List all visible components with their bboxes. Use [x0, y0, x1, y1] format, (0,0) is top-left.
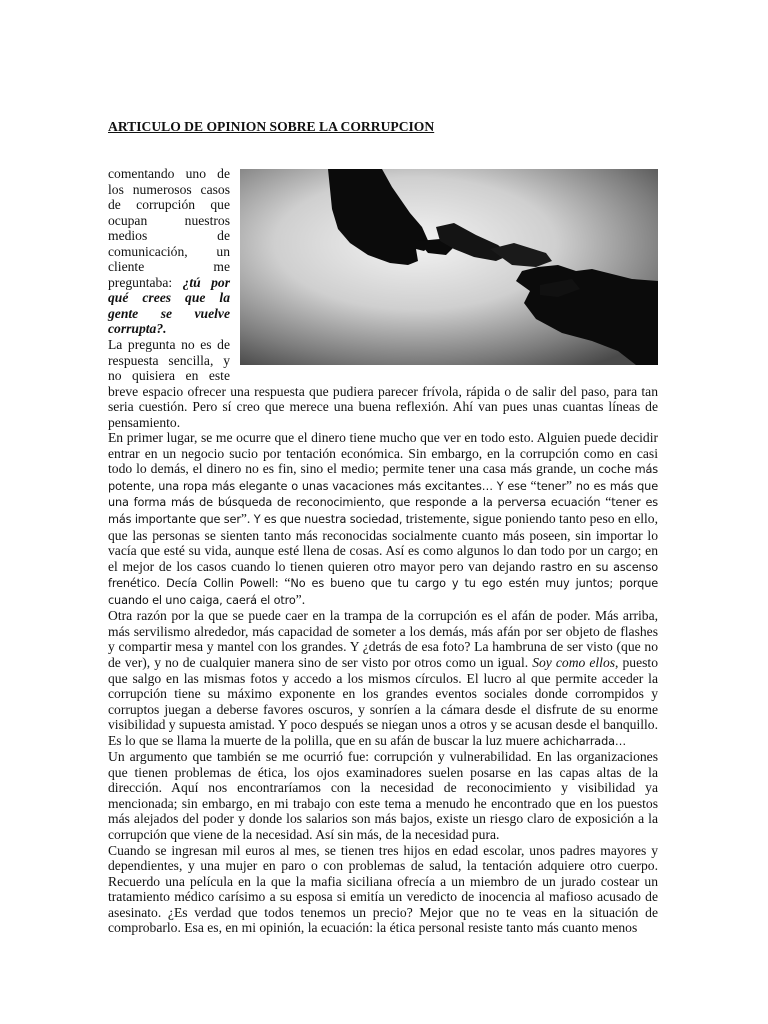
paragraph-4: Otra razón por la que se puede caer en la trampa de la corrupción es el afán de poder. Más arriba, más servilismo alrededor, más capacidad de someter a los demás, más afán por ser objeto de flashes y compartir mesa y mantel con los grandes. Y ¿detrás de esa foto? La hambruna de ser visto (que no de ver), y no de cualquier manera sino de ser visto por otros como un igual. Soy como ellos, puesto que salgo en las mismas fotos y accedo a los mismos círculos. El lucro al que permite acceder la corrupción tiene su máximo exponente en los grandes eventos sociales donde corrompidos y corruptos juegan a deberse favores oscuros, y sonríen a la cámara desde el disfrute de su enorme visibilidad y supuesta amistad. Y poco después se niegan unos a otros y se acusan desde el banquillo. Es lo que se llama la muerte de la polilla, que en su afán de buscar la luz muere achicharrada…: [108, 608, 658, 748]
paragraph-1: comentando uno de los numerosos casos de corrupción que ocupan nuestros medios de comunicación, un cliente me preguntaba: ¿tú por qué crees que la gente se vuelve corrupta?.: [108, 166, 230, 337]
paragraph-2: La pregunta no es de respuesta sencilla, y no quisiera en este breve espacio ofrecer una respuesta que pudiera parecer frívola, rápida o de salir del paso, para tan seria cuestión. Pero sí creo que merece una buena reflexión. Ahí van pues unas cuantas líneas de pensamiento.: [108, 337, 658, 430]
article-body: [108, 166, 658, 936]
paragraph-5: Un argumento que también se me ocurrió fue: corrupción y vulnerabilidad. En las organizaciones que tienen problemas de ética, los ojos examinadores suelen posarse en las capas altas de la dirección. Aquí nos encontraríamos con la necesidad de reconocimiento y visibilidad ya mencionada; sin embargo, en mi trabajo con este tema a menudo he encontrado que en los puestos más alejados del poder y donde los salarios son más bajos, existe un riesgo claro de exposición a la corrupción que viene de la necesidad. Así sin más, de la necesidad pura.: [108, 749, 658, 842]
article-title: ARTICULO DE OPINION SOBRE LA CORRUPCION: [108, 119, 435, 134]
paragraph-3: En primer lugar, se me ocurre que el dinero tiene mucho que ver en todo esto. Alguien puede decidir entrar en un negocio sucio por tentación económica. Sin embargo, en la corrupción como en casi todo lo demás, el dinero no es fin, sino el medio; permite tener una casa más grande, un coche más potente, una ropa más elegante o unas vacaciones más excitantes… Y ese “tener” no es más que una forma más de búsqueda de reconocimiento, que responde a la perversa ecuación “tener es más importante que ser”. Y es que nuestra sociedad, tristemente, sigue poniendo tanto peso en ello, que las personas se sienten tanto más reconocidas socialmente cuanto más poseen, sin importar lo vacía que esté su vida, aunque esté llena de cosas. Así es como algunos lo dan todo por un cargo; en el mejor de los casos cuando lo tienen quieren otro mayor pero van dejando rastro en su ascenso frenético. Decía Collin Powell: “No es bueno que tu cargo y tu ego estén muy juntos; porque cuando el uno caiga, caerá el otro”.: [108, 430, 659, 607]
paragraph-6: Cuando se ingresan mil euros al mes, se tienen tres hijos en edad escolar, unos padres mayores y dependientes, y una mujer en paro o con problemas de salud, la tentación adquiere otro cuerpo. Recuerdo una película en la que la mafia siciliana ofrecía a un miembro de un jurado costear un tratamiento médico carísimo a su esposa si emitía un veredicto de inocencia al mafioso acusado de asesinato. ¿Es verdad que todos tenemos un precio? Mejor que no te veas en la situación de comprobarlo. Esa es, en mi opinión, la ecuación: la ética personal resiste tanto más cuanto menos: [108, 842, 658, 936]
handing-money-silhouette-image: [240, 169, 658, 365]
